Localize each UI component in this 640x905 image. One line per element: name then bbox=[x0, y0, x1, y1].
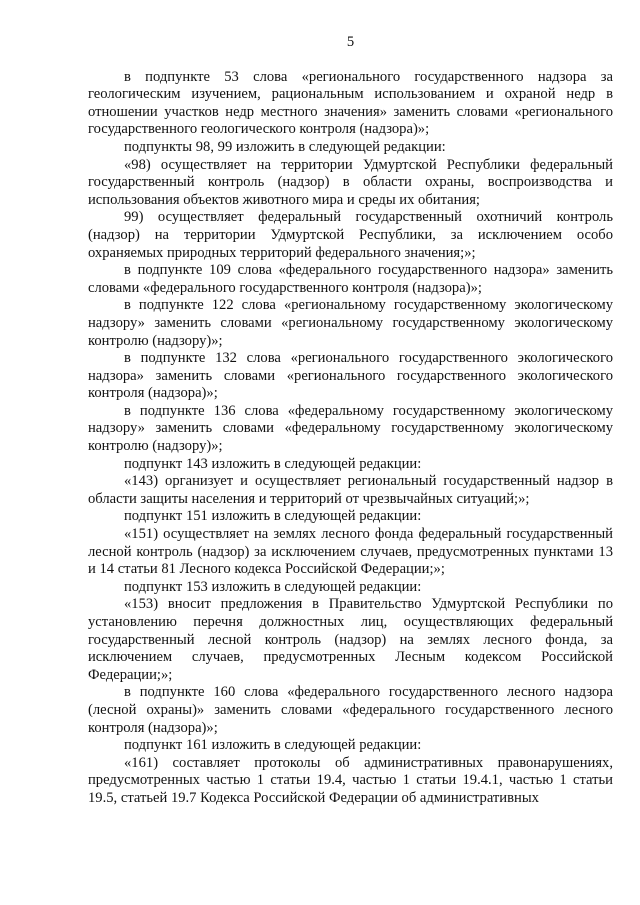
paragraph: «151) осуществляет на землях лесного фонда федеральный государственный лесной контроль (надзор) за исключением случаев, предусмотренных пунктами 13 и 14 статьи 81 Лесного кодекса Российской Федерации;»; bbox=[88, 526, 613, 578]
paragraph: в подпункте 53 слова «регионального государственного надзора за геологическим изучением, рациональным использованием и охраной недр в отношении участков недр местного значения» заменить словами «регионального государственного геологического контроля (надзора)»; bbox=[88, 68, 613, 138]
paragraph: 99) осуществляет федеральный государственный охотничий контроль (надзор) на территории Удмуртской Республики, за исключением особо охраняемых природных территорий федерального значения;»; bbox=[88, 209, 613, 261]
paragraph: «143) организует и осуществляет региональный государственный надзор в области защиты населения и территорий от чрезвычайных ситуаций;»; bbox=[88, 473, 613, 507]
paragraph: подпункт 151 изложить в следующей редакции: bbox=[124, 508, 422, 525]
paragraph: подпункт 161 изложить в следующей редакции: bbox=[124, 737, 422, 754]
paragraph: в подпункте 122 слова «региональному государственному экологическому надзору» заменить словами «региональному государственному экологическому контролю (надзору)»; bbox=[88, 297, 613, 349]
paragraph: «98) осуществляет на территории Удмуртской Республики федеральный государственный контроль (надзор) в области охраны, воспроизводства и использования объектов животного мира и среды их обитания; bbox=[88, 156, 613, 208]
paragraph: в подпункте 136 слова «федеральному государственному экологическому надзору» заменить словами «федеральному государственному экологическому контролю (надзору)»; bbox=[88, 402, 613, 455]
paragraph: в подпункте 132 слова «регионального государственного экологического надзора» заменить словами «регионального государственного экологического контроля (надзора)»; bbox=[88, 350, 613, 402]
paragraph: подпункт 143 изложить в следующей редакции: bbox=[124, 455, 422, 472]
paragraph: в подпункте 109 слова «федерального государственного надзора» заменить словами «федерального государственного контроля (надзора)»; bbox=[88, 262, 613, 296]
paragraph: «153) вносит предложения в Правительство Удмуртской Республики по установлению перечня должностных лиц, осуществляющих федеральный государственный лесной контроль (надзор) на землях лесного фонда, за исключением случаев, предусмотренных Лесным кодексом Российской Федерации;»; bbox=[88, 596, 613, 683]
paragraph: подпункт 153 изложить в следующей редакции: bbox=[124, 578, 422, 595]
paragraph: «161) составляет протоколы об административных правонарушениях, предусмотренных частью 1 статьи 19.4, частью 1 статьи 19.4.1, частью 1 статьи 19.5, статьей 19.7 Кодекса Российской Федерации об административных bbox=[88, 754, 613, 806]
page-number: 5 bbox=[346, 34, 355, 50]
paragraph: подпункты 98, 99 изложить в следующей редакции: bbox=[124, 138, 446, 155]
paragraph: в подпункте 160 слова «федерального государственного лесного надзора (лесной охраны)» заменить словами «федерального государственного лесного контроля (надзора)»; bbox=[88, 684, 613, 736]
